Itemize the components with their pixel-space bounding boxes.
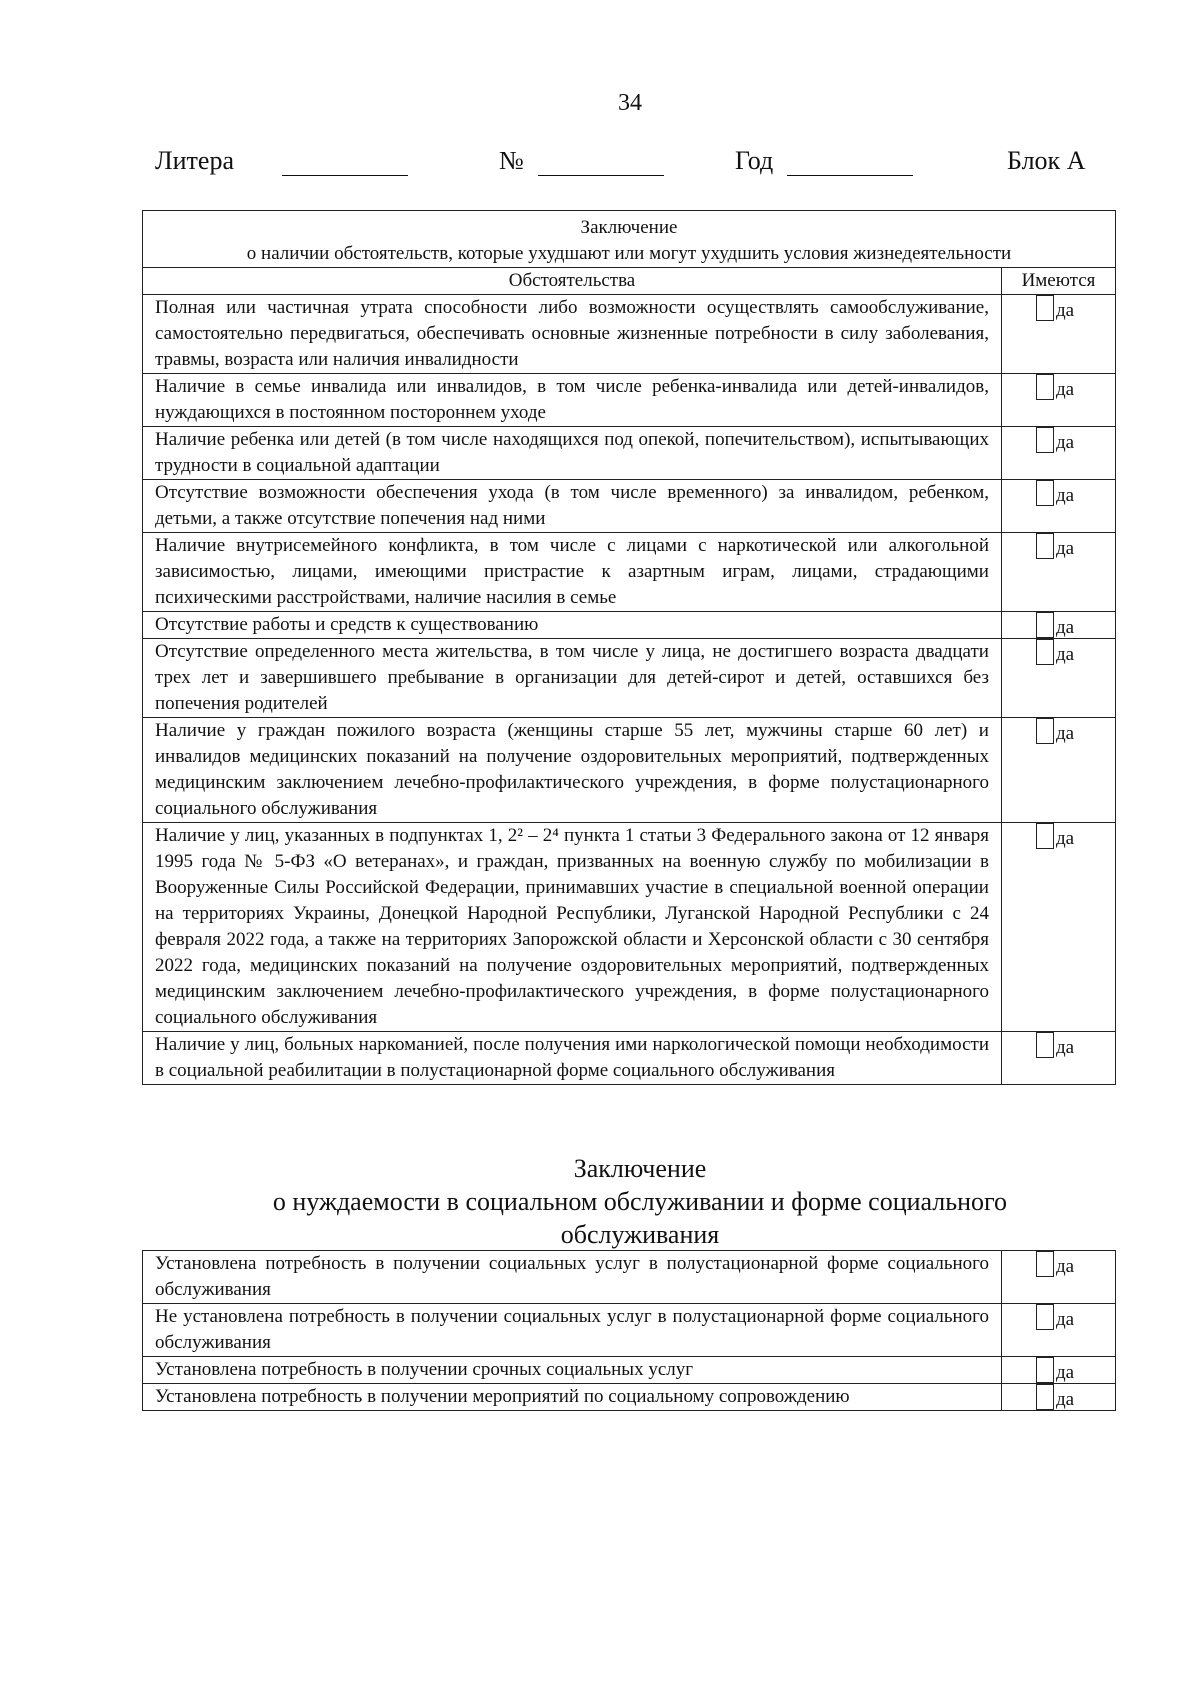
row-text: Отсутствие определенного места жительства, в том числе у лица, не достигшего возраста двадцати трех лет и завершившего пребывание в организации для детей-сирот и детей, оставшихся без попечения родителей (143, 639, 1002, 718)
yes-checkbox-label: да (1055, 300, 1075, 321)
yes-option[interactable] (1002, 1304, 1115, 1330)
row-check-cell (1001, 480, 1115, 533)
row-check-cell (1002, 1357, 1116, 1384)
yes-checkbox-label: да (1055, 432, 1075, 453)
need-title-line3: обслуживания (560, 1220, 720, 1249)
yes-checkbox-label: да (1056, 1389, 1075, 1410)
row-check-cell (1001, 533, 1115, 612)
year-blank[interactable] (787, 149, 913, 176)
row-text: Отсутствие работы и средств к существованию (143, 612, 1002, 639)
row-check-cell (1001, 427, 1115, 480)
yes-checkbox[interactable] (1036, 612, 1054, 638)
yes-option[interactable] (1002, 374, 1115, 400)
yes-checkbox-label: да (1055, 617, 1075, 638)
need-title-line2: о нуждаемости в социальном обслуживании и форме социального (272, 1187, 1008, 1216)
row-text: Установлена потребность в получении социальных услуг в полустационарной форме социального обслуживания (143, 1251, 1002, 1304)
row-check-cell (1001, 295, 1115, 374)
row-check-cell (1002, 1304, 1116, 1357)
row-text: Отсутствие возможности обеспечения ухода (в том числе временного) за инвалидом, ребенком, детьми, а также отсутствие попечения над ними (143, 480, 1002, 533)
table-row (143, 1304, 1116, 1357)
table-row (143, 1032, 1116, 1085)
yes-checkbox[interactable] (1036, 427, 1054, 453)
yes-option[interactable] (1002, 295, 1115, 321)
column-header-circumstances: Обстоятельства (143, 268, 1002, 295)
circumstances-rows (143, 295, 1116, 1085)
yes-checkbox[interactable] (1036, 823, 1054, 849)
row-check-cell (1002, 1251, 1116, 1304)
yes-checkbox-label: да (1055, 644, 1075, 665)
table-title-line1: Заключение (580, 217, 678, 238)
table-row (143, 718, 1116, 823)
row-text: Наличие у лиц, больных наркоманией, после получения ими наркологической помощи необходимости в социальной реабилитации в полустационарной форме социального обслуживания (143, 1032, 1002, 1085)
yes-option[interactable] (1002, 1357, 1115, 1383)
row-text: Не установлена потребность в получении социальных услуг в полустационарной форме социального обслуживания (143, 1304, 1002, 1357)
table-row (143, 823, 1116, 1032)
number-field (499, 146, 664, 176)
row-check-cell (1001, 374, 1115, 427)
table-row (143, 639, 1116, 718)
row-text: Установлена потребность в получении мероприятий по социальному сопровождению (143, 1384, 1002, 1411)
document-header (155, 146, 1095, 182)
row-text: Наличие в семье инвалида или инвалидов, в том числе ребенка-инвалида или детей-инвалидов, нуждающихся в постоянном постороннем уходе (143, 374, 1002, 427)
year-field (735, 146, 913, 176)
row-check-cell (1001, 1032, 1115, 1085)
row-check-cell (1001, 718, 1115, 823)
yes-checkbox-label: да (1055, 723, 1075, 744)
table-row (143, 533, 1116, 612)
table-title (143, 211, 1116, 268)
yes-checkbox[interactable] (1036, 1032, 1054, 1058)
yes-checkbox[interactable] (1036, 295, 1054, 321)
table-row (143, 1251, 1116, 1304)
yes-option[interactable] (1002, 612, 1115, 638)
table-row (143, 1357, 1116, 1384)
block-label: Блок А (1007, 146, 1086, 175)
row-text: Наличие у граждан пожилого возраста (женщины старше 55 лет, мужчины старше 60 лет) и инвалидов медицинских показаний на получение оздоровительных мероприятий, подтвержденных медицинским заключением лечебно-профилактического учреждения, в форме полустационарного социального обслуживания (143, 718, 1002, 823)
yes-option[interactable] (1002, 639, 1115, 665)
yes-checkbox[interactable] (1036, 1384, 1054, 1410)
yes-option[interactable] (1002, 427, 1115, 453)
yes-checkbox[interactable] (1036, 374, 1054, 400)
yes-option[interactable] (1002, 1032, 1115, 1058)
yes-checkbox[interactable] (1036, 1304, 1054, 1330)
row-check-cell (1001, 823, 1115, 1032)
yes-option[interactable] (1002, 1251, 1115, 1277)
yes-checkbox[interactable] (1036, 1357, 1054, 1383)
yes-option[interactable] (1002, 823, 1115, 849)
yes-checkbox-label: да (1056, 1309, 1075, 1330)
yes-option[interactable] (1002, 480, 1115, 506)
need-table (142, 1250, 1116, 1411)
yes-checkbox[interactable] (1036, 480, 1054, 506)
yes-checkbox-label: да (1055, 379, 1075, 400)
yes-checkbox-label: да (1055, 828, 1075, 849)
row-check-cell (1001, 639, 1115, 718)
yes-option[interactable] (1002, 718, 1115, 744)
row-text: Полная или частичная утрата способности либо возможности осуществлять самообслуживание, самостоятельно передвигаться, обеспечивать основные жизненные потребности в силу заболевания, травмы, возраста или наличия инвалидности (143, 295, 1002, 374)
row-text: Наличие у лиц, указанных в подпунктах 1, 2² – 2⁴ пункта 1 статьи 3 Федерального закона от 12 января 1995 года № 5-ФЗ «О ветеранах», и граждан, призванных на военную службу по мобилизации в Вооруженные Силы Российской Федерации, принимавших участие в специальной военной операции на территориях Украины, Донецкой Народной Республики, Луганской Народной Республики с 24 февраля 2022 года, а также на территориях Запорожской области и Херсонской области с 30 сентября 2022 года, медицинских показаний на получение оздоровительных мероприятий, подтвержденных медицинским заключением лечебно-профилактического учреждения, в форме полустационарного социального обслуживания (143, 823, 1002, 1032)
yes-option[interactable] (1002, 533, 1115, 559)
yes-option[interactable] (1002, 1384, 1115, 1410)
yes-checkbox[interactable] (1036, 533, 1054, 559)
row-text: Наличие внутрисемейного конфликта, в том числе с лицами с наркотической или алкогольной зависимостью, лицами, имеющими пристрастие к азартным играм, лицами, страдающими психическими расстройствами, наличие насилия в семье (143, 533, 1002, 612)
yes-checkbox[interactable] (1036, 1251, 1054, 1277)
number-label: № (499, 146, 524, 175)
year-label: Год (735, 146, 774, 175)
row-check-cell (1002, 1384, 1116, 1411)
table-row (143, 427, 1116, 480)
need-title-line1: Заключение (573, 1154, 707, 1183)
yes-checkbox-label: да (1055, 538, 1075, 559)
yes-checkbox[interactable] (1036, 639, 1054, 665)
circumstances-table (142, 210, 1116, 1085)
litera-blank[interactable] (282, 149, 408, 176)
table-row (143, 374, 1116, 427)
yes-checkbox[interactable] (1036, 718, 1054, 744)
page-number: 34 (618, 90, 642, 116)
yes-checkbox-label: да (1055, 485, 1075, 506)
table-row (143, 612, 1116, 639)
yes-checkbox-label: да (1055, 1037, 1075, 1058)
table-row (143, 1384, 1116, 1411)
number-blank[interactable] (538, 149, 664, 176)
table-row (143, 295, 1116, 374)
yes-checkbox-label: да (1056, 1362, 1075, 1383)
row-text: Наличие ребенка или детей (в том числе находящихся под опекой, попечительством), испытывающих трудности в социальной адаптации (143, 427, 1002, 480)
litera-field (155, 146, 408, 176)
block-field (1007, 146, 1085, 176)
litera-label: Литера (155, 146, 234, 175)
row-text: Установлена потребность в получении срочных социальных услуг (143, 1357, 1002, 1384)
need-rows (143, 1251, 1116, 1411)
table-title-line2: о наличии обстоятельств, которые ухудшают или могут ухудшить условия жизнедеятельности (246, 243, 1012, 264)
row-check-cell (1001, 612, 1115, 639)
yes-checkbox-label: да (1056, 1256, 1075, 1277)
table-row (143, 480, 1116, 533)
need-conclusion-title (160, 1152, 1120, 1251)
column-header-present: Имеются (1001, 268, 1115, 295)
